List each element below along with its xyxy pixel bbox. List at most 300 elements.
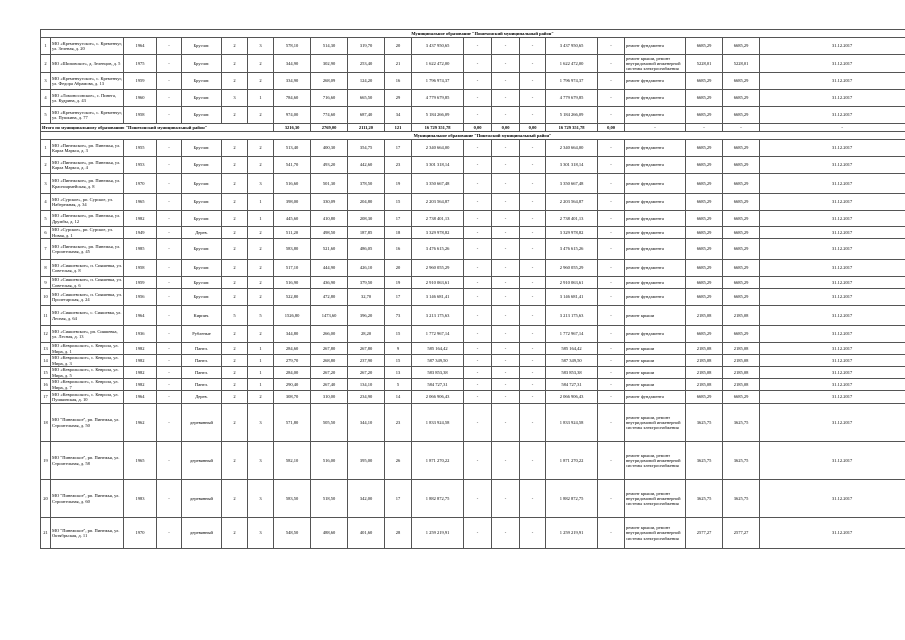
fund-owners-cell: 3 350 667,48 (546, 174, 598, 194)
residents-cell: 23 (385, 157, 412, 174)
fund-federal-cell: - (464, 140, 492, 157)
floors-cell: 2 (222, 174, 248, 194)
address-cell: МО «Кеврольское», с. Кеврола, ул. Мира, д. 5 (51, 367, 124, 379)
floors-cell: 2 (222, 277, 248, 289)
address-cell: МО «Кеврольское», с. Кеврола, ул. Мира, д. 3 (51, 355, 124, 367)
entrances-cell: 2 (248, 289, 274, 306)
unit-cost-limit-cell: 6685,29 (723, 227, 760, 239)
table-row (41, 306, 905, 326)
living-area-cell: 444,90 (311, 260, 348, 277)
work-type-cell: ремонт фундамента (625, 239, 686, 260)
unit-cost-limit-cell: 5228,01 (723, 55, 760, 73)
total-area-cell: 541,70 (274, 157, 311, 174)
unit-cost-cell: 2577,27 (686, 518, 723, 549)
total-unit-cost-limit-cell: - (723, 124, 760, 132)
fund-federal-cell: - (464, 194, 492, 211)
fund-local-cell: - (520, 38, 546, 55)
total-cost-cell: 2 738 401,13 (412, 211, 464, 227)
row-number: 17 (41, 391, 51, 404)
fund-owners-cell: 2 738 401,13 (546, 211, 598, 227)
owned-area-cell: 253,40 (348, 55, 385, 73)
unit-cost-limit-cell: 6685,29 (723, 326, 760, 343)
fund-federal-cell: - (464, 107, 492, 124)
owned-area-cell: 354,75 (348, 140, 385, 157)
fund-local-cell: - (520, 277, 546, 289)
total-cost-cell: 1 622 472,00 (412, 55, 464, 73)
work-type-cell: ремонт фундамента (625, 289, 686, 306)
total-area-cell: 1526,80 (274, 306, 311, 326)
table-row (41, 391, 905, 404)
total-cost-cell: 1 882 872,75 (412, 480, 464, 518)
unit-cost-cell: 3625,75 (686, 442, 723, 480)
address-cell: МО "Пинежское", рп. Пинежья, ул. Строительная, д. 58 (51, 442, 124, 480)
total-fund-local-cell: 0,00 (520, 124, 546, 132)
completion-date-cell: 31.12.2017 (760, 73, 905, 90)
address-cell: МО «Кременчугское», с. Кременчуг, ул. Федора Абрамова, д. 13 (51, 73, 124, 90)
table-row (41, 289, 905, 306)
fund-federal-cell: - (464, 38, 492, 55)
total-cost-cell: 3 437 950,65 (412, 38, 464, 55)
total-area-cell: 290,40 (274, 379, 311, 391)
fund-regional-cell: - (492, 343, 520, 355)
reconstruction-year-cell: - (157, 480, 182, 518)
owned-area-cell: 401,60 (348, 518, 385, 549)
living-area-cell: 774,60 (311, 107, 348, 124)
fund-local-cell: - (520, 107, 546, 124)
fund-other-cell: - (598, 174, 625, 194)
living-area-cell: 1473,60 (311, 306, 348, 326)
unit-cost-limit-cell: 6685,29 (723, 157, 760, 174)
fund-other-cell: - (598, 211, 625, 227)
entrances-cell: 1 (248, 379, 274, 391)
fund-other-cell: - (598, 355, 625, 367)
unit-cost-limit-cell: 6685,29 (723, 140, 760, 157)
wall-material-cell: деревянный (182, 518, 222, 549)
work-type-cell: ремонт фундамента (625, 326, 686, 343)
reconstruction-year-cell: - (157, 355, 182, 367)
fund-regional-cell: - (492, 277, 520, 289)
fund-owners-cell: 2 066 906,43 (546, 391, 598, 404)
entrances-cell: 3 (248, 518, 274, 549)
fund-regional-cell: - (492, 194, 520, 211)
living-area-cell: 514,30 (311, 38, 348, 55)
work-type-cell: ремонт фундамента (625, 277, 686, 289)
owned-area-cell: 28,20 (348, 326, 385, 343)
entrances-cell: 3 (248, 38, 274, 55)
wall-material-cell: Брусчат. (182, 260, 222, 277)
residents-cell: 16 (385, 239, 412, 260)
total-area-cell: 578,10 (274, 38, 311, 55)
floors-cell: 3 (222, 90, 248, 107)
completion-date-cell: 31.12.2017 (760, 289, 905, 306)
row-number: 1 (41, 38, 51, 55)
floors-cell: 2 (222, 518, 248, 549)
unit-cost-cell: 2185,08 (686, 306, 723, 326)
living-area-cell: 488,60 (311, 518, 348, 549)
total-cost-cell: 1 259 219,91 (412, 518, 464, 549)
wall-material-cell: Панел. (182, 379, 222, 391)
year-cell: 1965 (124, 442, 157, 480)
fund-owners-cell: 2 203 564,87 (546, 194, 598, 211)
total-area-cell: 398,00 (274, 194, 311, 211)
fund-other-cell: - (598, 140, 625, 157)
work-type-cell: ремонт крыши, ремонт внутридомовой инженерной системы электроснабжения (625, 404, 686, 442)
fund-owners-cell: 1 882 872,75 (546, 480, 598, 518)
living-area-cell: 716,60 (311, 90, 348, 107)
total-area-cell: 344,90 (274, 55, 311, 73)
fund-local-cell: - (520, 140, 546, 157)
year-cell: 1965 (124, 194, 157, 211)
completion-date-cell: 31.12.2017 (760, 343, 905, 355)
total-area-cell: 284,60 (274, 343, 311, 355)
fund-owners-cell: 3 329 978,82 (546, 227, 598, 239)
reconstruction-year-cell: - (157, 306, 182, 326)
housing-repair-table (40, 29, 905, 549)
fund-local-cell: - (520, 355, 546, 367)
wall-material-cell: Рубленые (182, 326, 222, 343)
year-cell: 1970 (124, 518, 157, 549)
fund-regional-cell: - (492, 289, 520, 306)
year-cell: 1982 (124, 379, 157, 391)
fund-owners-cell: 2 340 664,00 (546, 140, 598, 157)
address-cell: МО "Пинежское", рп. Пинежья, ул. Строительная, д. 60 (51, 480, 124, 518)
fund-regional-cell: - (492, 55, 520, 73)
unit-cost-limit-cell: 6685,29 (723, 289, 760, 306)
reconstruction-year-cell: - (157, 367, 182, 379)
year-cell: 1982 (124, 211, 157, 227)
completion-date-cell: 31.12.2017 (760, 480, 905, 518)
row-number: 7 (41, 239, 51, 260)
total-cost-cell: 2 910 063,61 (412, 277, 464, 289)
year-cell: 1975 (124, 55, 157, 73)
address-cell: МО «Пинежское», рп. Пинежья, ул. Дружбы, д. 12 (51, 211, 124, 227)
living-area-cell: 493,20 (311, 157, 348, 174)
living-area-cell: 267,20 (311, 367, 348, 379)
address-cell: МО «Сурское», рп. Сурское, ул. Новая, д. 1 (51, 227, 124, 239)
residents-cell: 23 (385, 404, 412, 442)
total-fund-regional-cell: 0,00 (492, 124, 520, 132)
floors-cell: 2 (222, 260, 248, 277)
fund-owners-cell: 1 871 270,22 (546, 442, 598, 480)
reconstruction-year-cell: - (157, 391, 182, 404)
entrances-cell: 3 (248, 174, 274, 194)
table-row (41, 239, 905, 260)
fund-regional-cell: - (492, 379, 520, 391)
unit-cost-cell: 6685,29 (686, 289, 723, 306)
reconstruction-year-cell: - (157, 343, 182, 355)
fund-owners-cell: 3 437 950,65 (546, 38, 598, 55)
section-title: Муниципальное образование "Пинежский муниципальный район" (41, 132, 905, 140)
row-number: 8 (41, 260, 51, 277)
year-cell: 1955 (124, 140, 157, 157)
table-row (41, 480, 905, 518)
total-owned-area-cell: 2111,20 (348, 124, 385, 132)
fund-other-cell: - (598, 90, 625, 107)
owned-area-cell: 208,30 (348, 211, 385, 227)
total-cost-cell: 2 203 564,87 (412, 194, 464, 211)
completion-date-cell: 31.12.2017 (760, 174, 905, 194)
total-cost-cell: 1 871 270,22 (412, 442, 464, 480)
completion-date-cell: 31.12.2017 (760, 260, 905, 277)
total-area-cell: 582,10 (274, 442, 311, 480)
fund-local-cell: - (520, 480, 546, 518)
fund-federal-cell: - (464, 157, 492, 174)
fund-federal-cell: - (464, 55, 492, 73)
year-cell: 1962 (124, 404, 157, 442)
residents-cell: 29 (385, 90, 412, 107)
total-area-cell: 344,80 (274, 326, 311, 343)
floors-cell: 5 (222, 306, 248, 326)
wall-material-cell: Брусчат. (182, 174, 222, 194)
owned-area-cell: 486,05 (348, 239, 385, 260)
residents-cell: 16 (385, 73, 412, 90)
fund-federal-cell: - (464, 306, 492, 326)
reconstruction-year-cell: - (157, 38, 182, 55)
table-row (41, 379, 905, 391)
reconstruction-year-cell: - (157, 157, 182, 174)
row-number: 3 (41, 73, 51, 90)
fund-regional-cell: - (492, 174, 520, 194)
wall-material-cell: деревянный (182, 480, 222, 518)
total-fund-owners-cell: 16 729 351,78 (546, 124, 598, 132)
total-area-cell: 516,90 (274, 277, 311, 289)
entrances-cell: 2 (248, 239, 274, 260)
unit-cost-limit-cell: 2185,08 (723, 306, 760, 326)
residents-cell: 28 (385, 518, 412, 549)
reconstruction-year-cell: - (157, 174, 182, 194)
table-row (41, 367, 905, 379)
fund-other-cell: - (598, 227, 625, 239)
fund-owners-cell: 3 301 318,14 (546, 157, 598, 174)
unit-cost-cell: 6685,29 (686, 90, 723, 107)
total-area-cell: 784,60 (274, 90, 311, 107)
fund-regional-cell: - (492, 90, 520, 107)
fund-local-cell: - (520, 379, 546, 391)
address-cell: МО "Пинежское", рп. Пинежья, ул. Строительная, д. 50 (51, 404, 124, 442)
wall-material-cell: Брусчат. (182, 107, 222, 124)
fund-regional-cell: - (492, 355, 520, 367)
floors-cell: 2 (222, 227, 248, 239)
entrances-cell: 2 (248, 391, 274, 404)
owned-area-cell: 134,10 (348, 379, 385, 391)
living-area-cell: 302,90 (311, 55, 348, 73)
living-area-cell: 268,80 (311, 355, 348, 367)
wall-material-cell: Дерев. (182, 227, 222, 239)
unit-cost-limit-cell: 6685,29 (723, 260, 760, 277)
floors-cell: 2 (222, 38, 248, 55)
address-cell: МО «Сияшевское», п. Сияшевка, ул. Советская, д. 8 (51, 260, 124, 277)
unit-cost-limit-cell: 6685,29 (723, 277, 760, 289)
address-cell: МО «Шиповское», д. Зеленцов, д. 5 (51, 55, 124, 73)
completion-date-cell: 31.12.2017 (760, 404, 905, 442)
total-cost-cell: 2 960 055,29 (412, 260, 464, 277)
owned-area-cell: 319,70 (348, 38, 385, 55)
wall-material-cell: Брусчат. (182, 73, 222, 90)
reconstruction-year-cell: - (157, 194, 182, 211)
unit-cost-cell: 6685,29 (686, 326, 723, 343)
fund-owners-cell: 587 349,50 (546, 355, 598, 367)
total-residents-cell: 121 (385, 124, 412, 132)
completion-date-cell: 31.12.2017 (760, 355, 905, 367)
floors-cell: 2 (222, 367, 248, 379)
fund-owners-cell: 4 779 679,85 (546, 90, 598, 107)
total-cost-cell: 2 340 664,00 (412, 140, 464, 157)
fund-other-cell: - (598, 55, 625, 73)
entrances-cell: 2 (248, 140, 274, 157)
table-row (41, 404, 905, 442)
total-area-cell: 445,60 (274, 211, 311, 227)
unit-cost-limit-cell: 6685,29 (723, 107, 760, 124)
floors-cell: 2 (222, 404, 248, 442)
fund-regional-cell: - (492, 326, 520, 343)
row-number: 11 (41, 306, 51, 326)
address-cell: МО «Кеврольское», с. Кеврола, ул. Мира, д. 7 (51, 379, 124, 391)
floors-cell: 2 (222, 140, 248, 157)
owned-area-cell: 395,00 (348, 442, 385, 480)
wall-material-cell: Брусчат. (182, 90, 222, 107)
address-cell: МО «Кеврольское», с. Кеврола, ул. Пушкинская, д. 10 (51, 391, 124, 404)
work-type-cell: ремонт фундамента (625, 227, 686, 239)
work-type-cell: ремонт фундамента (625, 73, 686, 90)
fund-local-cell: - (520, 404, 546, 442)
fund-local-cell: - (520, 343, 546, 355)
row-number: 13 (41, 343, 51, 355)
owned-area-cell: 379,50 (348, 277, 385, 289)
work-type-cell: ремонт фундамента (625, 157, 686, 174)
row-number: 9 (41, 277, 51, 289)
wall-material-cell: Панел. (182, 355, 222, 367)
living-area-cell: 521,60 (311, 239, 348, 260)
fund-federal-cell: - (464, 379, 492, 391)
wall-material-cell: Брусчат. (182, 157, 222, 174)
residents-cell: 34 (385, 107, 412, 124)
completion-date-cell: 31.12.2017 (760, 239, 905, 260)
owned-area-cell: 204,80 (348, 194, 385, 211)
fund-other-cell: - (598, 442, 625, 480)
fund-local-cell: - (520, 211, 546, 227)
row-number: 3 (41, 174, 51, 194)
unit-cost-limit-cell: 3625,75 (723, 480, 760, 518)
fund-other-cell: - (598, 404, 625, 442)
work-type-cell: ремонт фундамента (625, 391, 686, 404)
fund-regional-cell: - (492, 140, 520, 157)
reconstruction-year-cell: - (157, 379, 182, 391)
fund-regional-cell: - (492, 239, 520, 260)
total-cost-cell: 3 301 318,14 (412, 157, 464, 174)
unit-cost-cell: 3625,75 (686, 480, 723, 518)
address-cell: МО «Сурское», рп. Сурское, ул. Набережная, д. 34 (51, 194, 124, 211)
floors-cell: 2 (222, 107, 248, 124)
entrances-cell: 5 (248, 306, 274, 326)
unit-cost-limit-cell: 6685,29 (723, 391, 760, 404)
address-cell: МО «Сияшевское», рп. Сияшевка, ул. Лесная, д. 13 (51, 326, 124, 343)
fund-federal-cell: - (464, 326, 492, 343)
unit-cost-limit-cell: 6685,29 (723, 90, 760, 107)
fund-other-cell: - (598, 107, 625, 124)
document-sheet (40, 29, 872, 549)
wall-material-cell: Брусчат. (182, 38, 222, 55)
fund-owners-cell: 1 772 967,14 (546, 326, 598, 343)
total-area-cell: 974,00 (274, 107, 311, 124)
total-work-type-cell: - (625, 124, 686, 132)
fund-federal-cell: - (464, 260, 492, 277)
residents-cell: 17 (385, 140, 412, 157)
year-cell: 1964 (124, 38, 157, 55)
owned-area-cell: 378,50 (348, 174, 385, 194)
fund-regional-cell: - (492, 442, 520, 480)
address-cell: МО «Кеврольское», с. Кеврола, ул. Мира, д. 1 (51, 343, 124, 355)
unit-cost-limit-cell: 6685,29 (723, 174, 760, 194)
unit-cost-cell: 6685,29 (686, 260, 723, 277)
fund-local-cell: - (520, 194, 546, 211)
total-area-cell: 571,80 (274, 404, 311, 442)
table-row (41, 326, 905, 343)
fund-other-cell: - (598, 157, 625, 174)
work-type-cell: ремонт крыши, ремонт внутридомовой инженерной системы электроснабжения (625, 518, 686, 549)
total-cost-cell: 584 727,31 (412, 379, 464, 391)
living-area-cell: 518,50 (311, 480, 348, 518)
fund-owners-cell: 585 164,42 (546, 343, 598, 355)
address-cell: МО «Ломоносовское», с. Пинега, ул. Кудрина, д. 43 (51, 90, 124, 107)
total-total-cost-cell: 16 729 351,78 (412, 124, 464, 132)
residents-cell: 9 (385, 343, 412, 355)
unit-cost-limit-cell: 2577,27 (723, 518, 760, 549)
address-cell: МО «Пинежское», рп. Пинежья, ул. Карла Маркса, д. 3 (51, 140, 124, 157)
fund-local-cell: - (520, 391, 546, 404)
fund-local-cell: - (520, 157, 546, 174)
unit-cost-limit-cell: 3625,75 (723, 404, 760, 442)
floors-cell: 2 (222, 239, 248, 260)
unit-cost-cell: 6685,29 (686, 157, 723, 174)
fund-local-cell: - (520, 306, 546, 326)
work-type-cell: ремонт фундамента (625, 107, 686, 124)
living-area-cell: 436,90 (311, 277, 348, 289)
year-cell: 1959 (124, 277, 157, 289)
table-row (41, 260, 905, 277)
living-area-cell: 516,00 (311, 442, 348, 480)
section-header-row (41, 30, 905, 38)
reconstruction-year-cell: - (157, 260, 182, 277)
residents-cell: 18 (385, 227, 412, 239)
wall-material-cell: Дерев. (182, 391, 222, 404)
fund-other-cell: - (598, 343, 625, 355)
unit-cost-cell: 2185,08 (686, 343, 723, 355)
fund-owners-cell: 5 184 266,09 (546, 107, 598, 124)
unit-cost-cell: 3625,75 (686, 404, 723, 442)
unit-cost-limit-cell: 6685,29 (723, 38, 760, 55)
wall-material-cell: Брусчат. (182, 239, 222, 260)
reconstruction-year-cell: - (157, 73, 182, 90)
unit-cost-limit-cell: 2185,08 (723, 367, 760, 379)
unit-cost-cell: 6685,29 (686, 277, 723, 289)
total-area-cell: 308,70 (274, 391, 311, 404)
address-cell: МО «Сияшевское», с. Сияшевка, ул. Лесная, д. 64 (51, 306, 124, 326)
row-number: 16 (41, 379, 51, 391)
fund-other-cell: - (598, 379, 625, 391)
living-area-cell: 310,00 (311, 391, 348, 404)
unit-cost-limit-cell: 2185,08 (723, 343, 760, 355)
floors-cell: 2 (222, 391, 248, 404)
unit-cost-cell: 6685,29 (686, 194, 723, 211)
fund-other-cell: - (598, 518, 625, 549)
total-area-cell: 583,50 (274, 480, 311, 518)
fund-local-cell: - (520, 227, 546, 239)
total-fund-other-cell: 0,00 (598, 124, 625, 132)
fund-local-cell: - (520, 73, 546, 90)
row-number: 4 (41, 194, 51, 211)
fund-local-cell: - (520, 442, 546, 480)
table-row (41, 355, 905, 367)
